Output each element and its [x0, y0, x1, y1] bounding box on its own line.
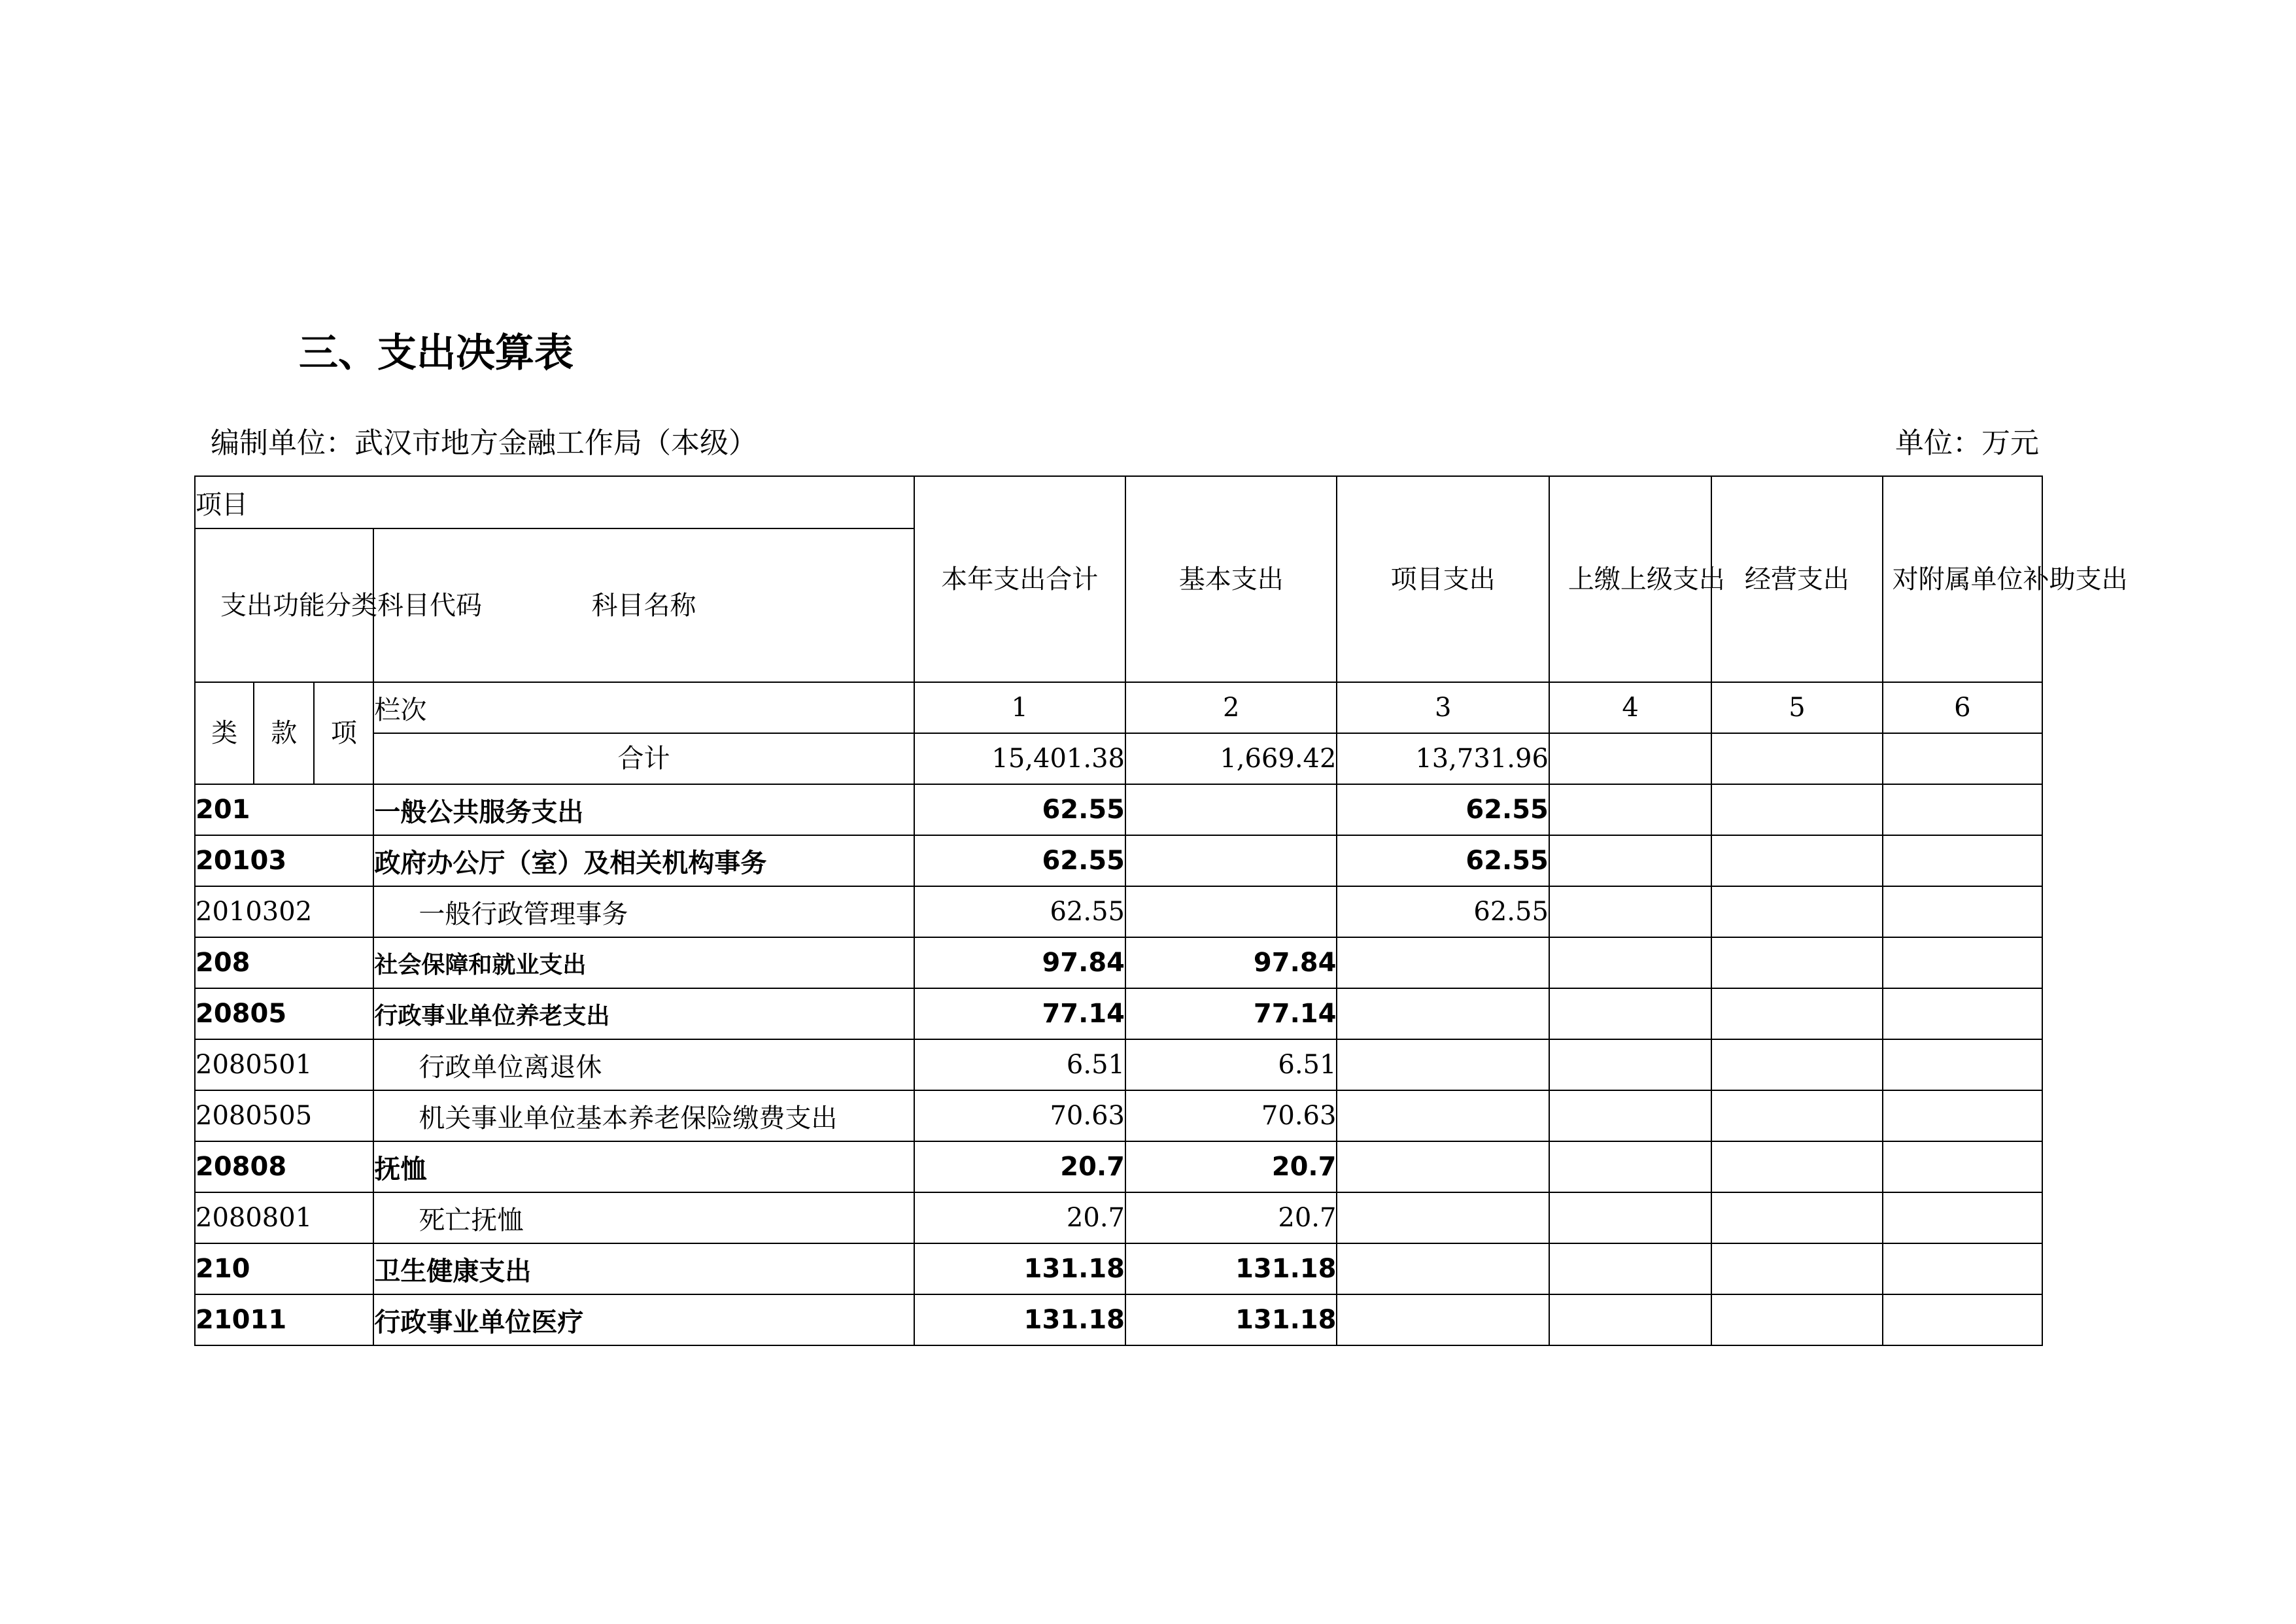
row-c5: [1711, 1243, 1882, 1294]
row-c4: [1549, 988, 1711, 1039]
row-c2: [1125, 835, 1337, 886]
row-c5: [1711, 1192, 1882, 1243]
table-row: [195, 835, 2042, 886]
header-lei: 类: [195, 682, 254, 784]
row-c6: [1883, 1039, 2042, 1090]
row-c3: [1337, 1141, 1549, 1192]
table-row: [195, 1294, 2042, 1345]
row-c5: [1711, 988, 1882, 1039]
row-code: 2080801: [195, 1192, 373, 1243]
row-c4: [1549, 937, 1711, 988]
table-row: [195, 988, 2042, 1039]
row-c4: [1549, 1294, 1711, 1345]
header-name: 科目名称: [373, 528, 914, 682]
col-num-2: 2: [1125, 682, 1337, 733]
row-name: 死亡抚恤: [373, 1192, 914, 1243]
row-c3: [1337, 988, 1549, 1039]
row-c4: [1549, 886, 1711, 937]
row-c2: [1125, 784, 1337, 835]
total-c2: 1,669.42: [1125, 733, 1337, 784]
unit-label: 单位：万元: [1895, 426, 2039, 460]
table-row: [195, 1090, 2042, 1141]
row-code: 208: [195, 937, 373, 988]
row-c6: [1883, 988, 2042, 1039]
row-c6: [1883, 937, 2042, 988]
row-c3: [1337, 1243, 1549, 1294]
row-c6: [1883, 784, 2042, 835]
header-item: 项目: [195, 476, 914, 528]
row-c6: [1883, 1294, 2042, 1345]
row-code: 20805: [195, 988, 373, 1039]
header-col2: 基本支出: [1125, 476, 1337, 682]
table-row: [195, 886, 2042, 937]
row-c6: [1883, 886, 2042, 937]
row-c5: [1711, 1141, 1882, 1192]
row-code: 2010302: [195, 886, 373, 937]
total-row: [195, 733, 2042, 784]
row-name: 卫生健康支出: [373, 1243, 914, 1294]
row-name: 行政单位离退休: [373, 1039, 914, 1090]
header-col6: 对附属单位补助支出: [1883, 476, 2042, 682]
row-c6: [1883, 1090, 2042, 1141]
row-c1: 62.55: [914, 835, 1125, 886]
row-c6: [1883, 1141, 2042, 1192]
row-c3: 62.55: [1337, 835, 1549, 886]
table-row: [195, 784, 2042, 835]
col-num-5: 5: [1711, 682, 1882, 733]
row-c1: 131.18: [914, 1294, 1125, 1345]
row-c6: [1883, 1243, 2042, 1294]
header-code-group: 支出功能分类科目代码: [195, 528, 373, 682]
total-c1: 15,401.38: [914, 733, 1125, 784]
total-c3: 13,731.96: [1337, 733, 1549, 784]
header-col5: 经营支出: [1711, 476, 1882, 682]
row-name: 行政事业单位养老支出: [373, 988, 914, 1039]
row-c3: [1337, 1039, 1549, 1090]
row-name: 抚恤: [373, 1141, 914, 1192]
total-c4: [1549, 733, 1711, 784]
row-c3: 62.55: [1337, 784, 1549, 835]
header-col3: 项目支出: [1337, 476, 1549, 682]
row-c4: [1549, 1039, 1711, 1090]
header-col1: 本年支出合计: [914, 476, 1125, 682]
row-c1: 20.7: [914, 1141, 1125, 1192]
row-c1: 20.7: [914, 1192, 1125, 1243]
row-c1: 6.51: [914, 1039, 1125, 1090]
row-c4: [1549, 1141, 1711, 1192]
total-c6: [1883, 733, 2042, 784]
row-code: 21011: [195, 1294, 373, 1345]
table-row: [195, 1039, 2042, 1090]
row-c1: 70.63: [914, 1090, 1125, 1141]
row-name: 一般公共服务支出: [373, 784, 914, 835]
row-c1: 62.55: [914, 886, 1125, 937]
col-num-3: 3: [1337, 682, 1549, 733]
row-c5: [1711, 1090, 1882, 1141]
row-c2: 20.7: [1125, 1192, 1337, 1243]
row-c5: [1711, 1294, 1882, 1345]
org-label: 编制单位：武汉市地方金融工作局（本级）: [211, 426, 757, 460]
header-col4: 上缴上级支出: [1549, 476, 1711, 682]
row-c2: [1125, 886, 1337, 937]
row-c3: [1337, 1090, 1549, 1141]
row-c1: 131.18: [914, 1243, 1125, 1294]
row-c5: [1711, 835, 1882, 886]
row-c2: 131.18: [1125, 1243, 1337, 1294]
row-c3: [1337, 937, 1549, 988]
row-name: 行政事业单位医疗: [373, 1294, 914, 1345]
expenditure-table: [194, 475, 2128, 1346]
row-c2: 97.84: [1125, 937, 1337, 988]
header-kuan: 款: [254, 682, 314, 784]
col-num-6: 6: [1883, 682, 2042, 733]
row-c2: 20.7: [1125, 1141, 1337, 1192]
page-title: 三、支出决算表: [299, 330, 574, 376]
col-num-4: 4: [1549, 682, 1711, 733]
table-row: [195, 937, 2042, 988]
row-c6: [1883, 835, 2042, 886]
row-c1: 97.84: [914, 937, 1125, 988]
row-c1: 62.55: [914, 784, 1125, 835]
table-row: [195, 1192, 2042, 1243]
row-name: 机关事业单位基本养老保险缴费支出: [373, 1090, 914, 1141]
row-name: 社会保障和就业支出: [373, 937, 914, 988]
row-code: 2080501: [195, 1039, 373, 1090]
row-name: 一般行政管理事务: [373, 886, 914, 937]
row-c5: [1711, 1039, 1882, 1090]
header-lanci: 栏次: [373, 682, 914, 733]
table-row: [195, 1141, 2042, 1192]
total-label: 合计: [373, 733, 914, 784]
row-code: 20808: [195, 1141, 373, 1192]
row-c6: [1883, 1192, 2042, 1243]
row-c2: 6.51: [1125, 1039, 1337, 1090]
table-row: [195, 1243, 2042, 1294]
total-c5: [1711, 733, 1882, 784]
row-c2: 131.18: [1125, 1294, 1337, 1345]
row-c4: [1549, 835, 1711, 886]
header-xiang: 项: [314, 682, 373, 784]
row-c2: 77.14: [1125, 988, 1337, 1039]
row-code: 2080505: [195, 1090, 373, 1141]
row-c5: [1711, 784, 1882, 835]
col-num-1: 1: [914, 682, 1125, 733]
row-c3: [1337, 1294, 1549, 1345]
row-c4: [1549, 1243, 1711, 1294]
row-c4: [1549, 1090, 1711, 1141]
row-c4: [1549, 1192, 1711, 1243]
row-c5: [1711, 886, 1882, 937]
row-code: 201: [195, 784, 373, 835]
row-c4: [1549, 784, 1711, 835]
row-c3: [1337, 1192, 1549, 1243]
row-c5: [1711, 937, 1882, 988]
row-code: 20103: [195, 835, 373, 886]
row-code: 210: [195, 1243, 373, 1294]
row-c2: 70.63: [1125, 1090, 1337, 1141]
row-c1: 77.14: [914, 988, 1125, 1039]
row-name: 政府办公厅（室）及相关机构事务: [373, 835, 914, 886]
row-c3: 62.55: [1337, 886, 1549, 937]
